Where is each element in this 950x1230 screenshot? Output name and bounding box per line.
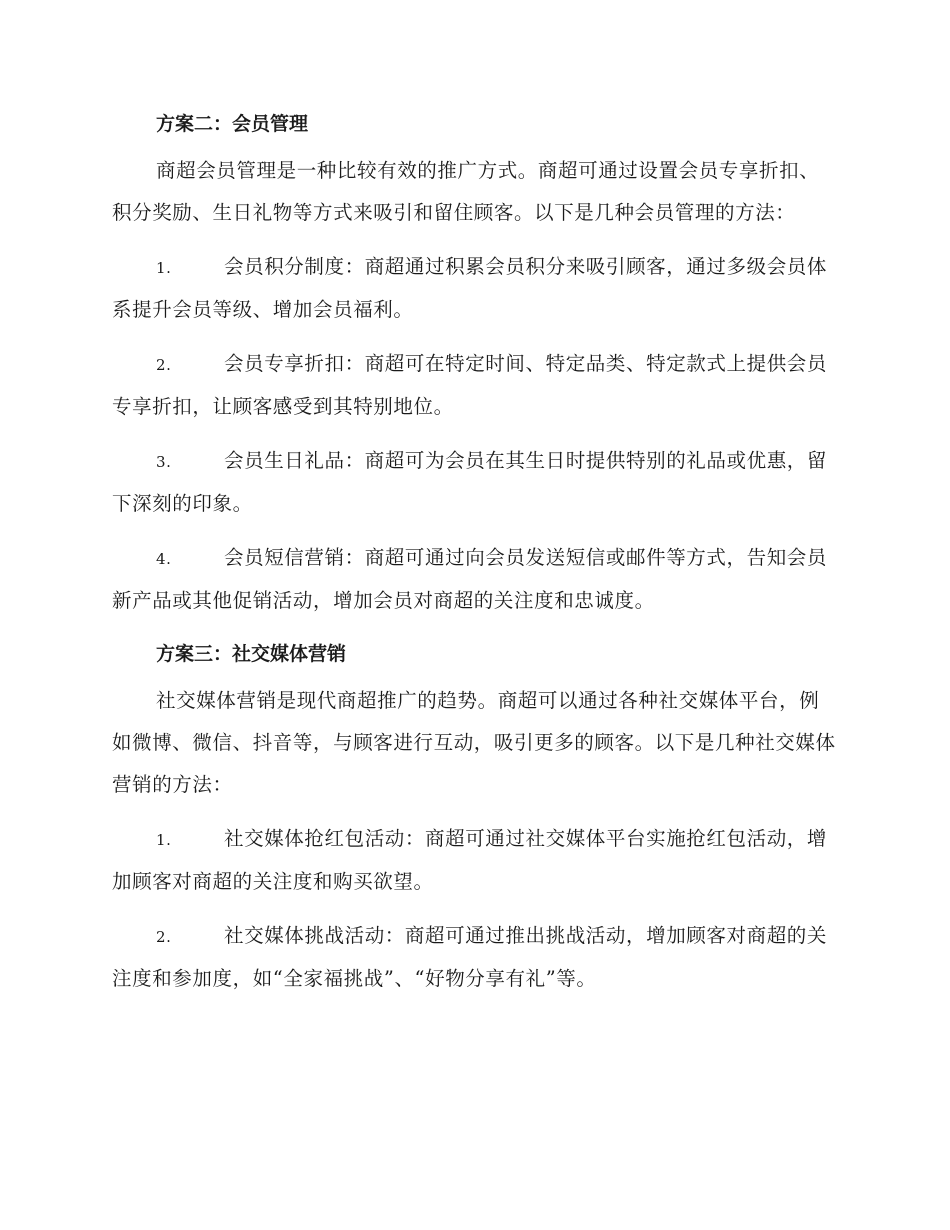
section-intro: 商超会员管理是一种比较有效的推广方式。商超可通过设置会员专享折扣、积分奖励、生日礼物等方式来吸引和留住顾客。以下是几种会员管理的方法：	[112, 159, 820, 224]
list-item	[112, 818, 836, 903]
list-text: 会员积分制度：商超通过积累会员积分来吸引顾客，通过多级会员体系提升会员等级、增加会员福利。	[112, 255, 828, 321]
list-text: 会员生日礼品：商超可为会员在其生日时提供特别的礼品或优惠，留下深刻的印象。	[112, 449, 828, 515]
list-text: 会员专享折扣：商超可在特定时间、特定品类、特定款式上提供会员专享折扣，让顾客感受到其特别地位。	[112, 352, 828, 418]
list-item	[112, 915, 836, 1000]
list-number: 1.	[156, 259, 172, 277]
list-text: 会员短信营销：商超可通过向会员发送短信或邮件等方式，告知会员新产品或其他促销活动，增加会员对商超的关注度和忠诚度。	[112, 546, 828, 612]
section-social-media	[112, 634, 836, 1000]
list-item	[112, 246, 836, 331]
list-number: 4.	[156, 550, 172, 568]
list-number: 3.	[156, 453, 172, 471]
list-item	[112, 440, 836, 525]
document-page	[112, 104, 836, 1012]
section-intro: 社交媒体营销是现代商超推广的趋势。商超可以通过各种社交媒体平台，例如微博、微信、抖音等，与顾客进行互动，吸引更多的顾客。以下是几种社交媒体营销的方法：	[112, 689, 836, 796]
section-heading: 方案三：社交媒体营销	[156, 643, 347, 665]
list-number: 2.	[156, 356, 172, 374]
list-item	[112, 537, 836, 622]
list-text: 社交媒体挑战活动：商超可通过推出挑战活动，增加顾客对商超的关注度和参加度，如“全家福挑战”、“好物分享有礼”等。	[112, 924, 828, 990]
list-item	[112, 343, 836, 428]
list-number: 2.	[156, 928, 172, 946]
list-text: 社交媒体抢红包活动：商超可通过社交媒体平台实施抢红包活动，增加顾客对商超的关注度和购买欲望。	[112, 827, 828, 893]
section-membership	[112, 104, 836, 622]
list-number: 1.	[156, 831, 172, 849]
section-heading: 方案二：会员管理	[156, 113, 309, 135]
